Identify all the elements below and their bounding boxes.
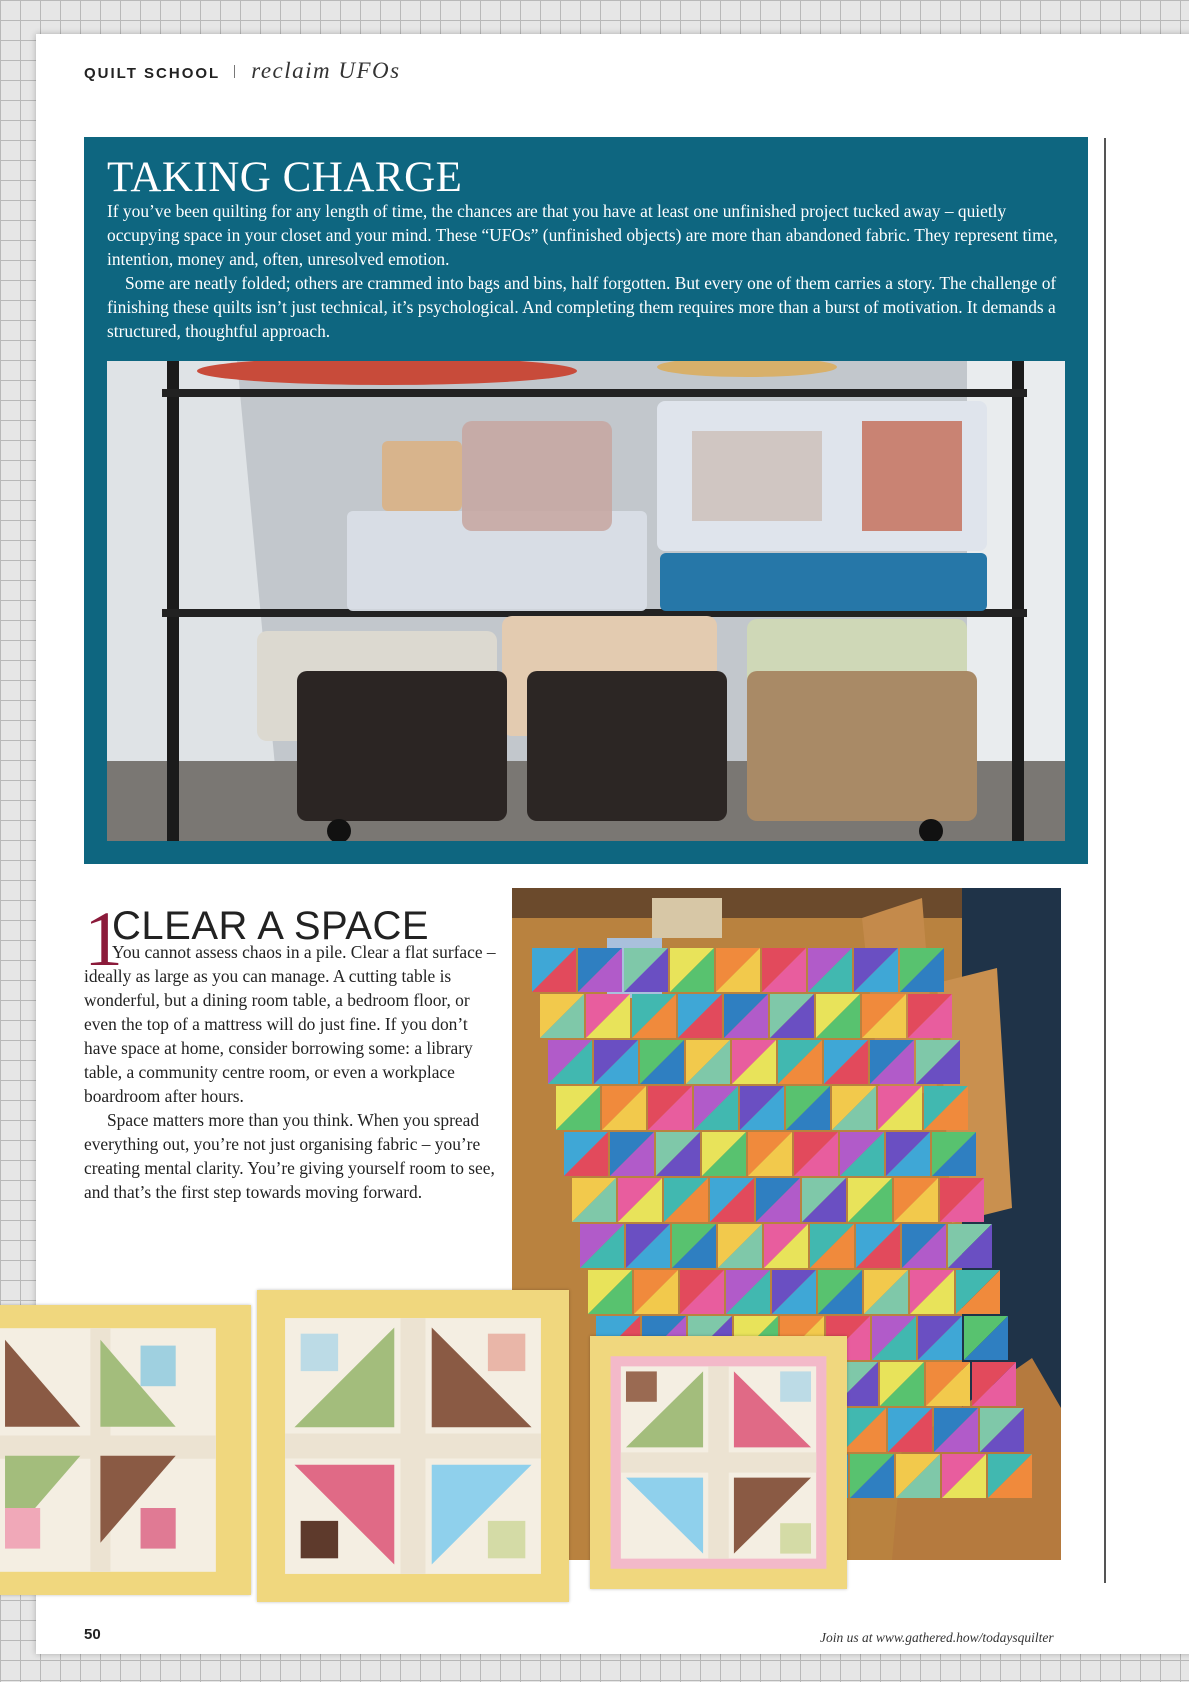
- quilt-block-photo: [0, 1305, 251, 1595]
- step-title: CLEAR A SPACE: [112, 904, 430, 948]
- feature-paragraph: If you’ve been quilting for any length of time, the chances are that you have at least one unfinished project tucked away – quietly occupying space in your closet and your mind. These “UFOs” (unfinished objects) are more than abandoned fabric. They represent time, intention, money and, often, unresolved emotion.: [107, 201, 1058, 269]
- column-rule: [1104, 138, 1106, 1583]
- topic-label: reclaim UFOs: [251, 58, 401, 83]
- step-number: 1: [84, 895, 123, 982]
- quilt-block-photo: [590, 1336, 847, 1589]
- feature-paragraph: Some are neatly folded; others are crammed into bags and bins, half forgotten. But every one of them carries a story. The challenge of finishing these quilts isn’t just technical, it’s psychological. And completing them requires more than a burst of motivation. It demands a structured, thoughtful approach.: [107, 273, 1057, 341]
- running-head: [84, 58, 401, 84]
- page-number: 50: [84, 1626, 101, 1643]
- feature-title: TAKING CHARGE: [107, 154, 463, 201]
- feature-intro: [107, 199, 1062, 343]
- storage-shelf-photo: [107, 361, 1065, 841]
- quilt-block-photo: [257, 1290, 569, 1602]
- footer-tagline: Join us at www.gathered.how/todaysquilter: [820, 1630, 1054, 1645]
- step-paragraph: You cannot assess chaos in a pile. Clear a flat surface – ideally as large as you can manage. A cutting table is wonderful, but a dining room table, a bedroom floor, or even the top of a mattress will do just fine. If you don’t have space at home, consider borrowing some: a library table, a community centre room, or even a workplace boardroom after hours.: [84, 942, 496, 1106]
- feature-panel: [84, 137, 1088, 864]
- step-paragraph: Space matters more than you think. When you spread everything out, you’re not just organising fabric – you’re creating mental clarity. You’re giving yourself room to see, and that’s the first step towards moving forward.: [84, 1110, 495, 1202]
- header-divider: [234, 65, 235, 78]
- section-label: QUILT SCHOOL: [84, 65, 221, 82]
- step-body: [84, 940, 496, 1204]
